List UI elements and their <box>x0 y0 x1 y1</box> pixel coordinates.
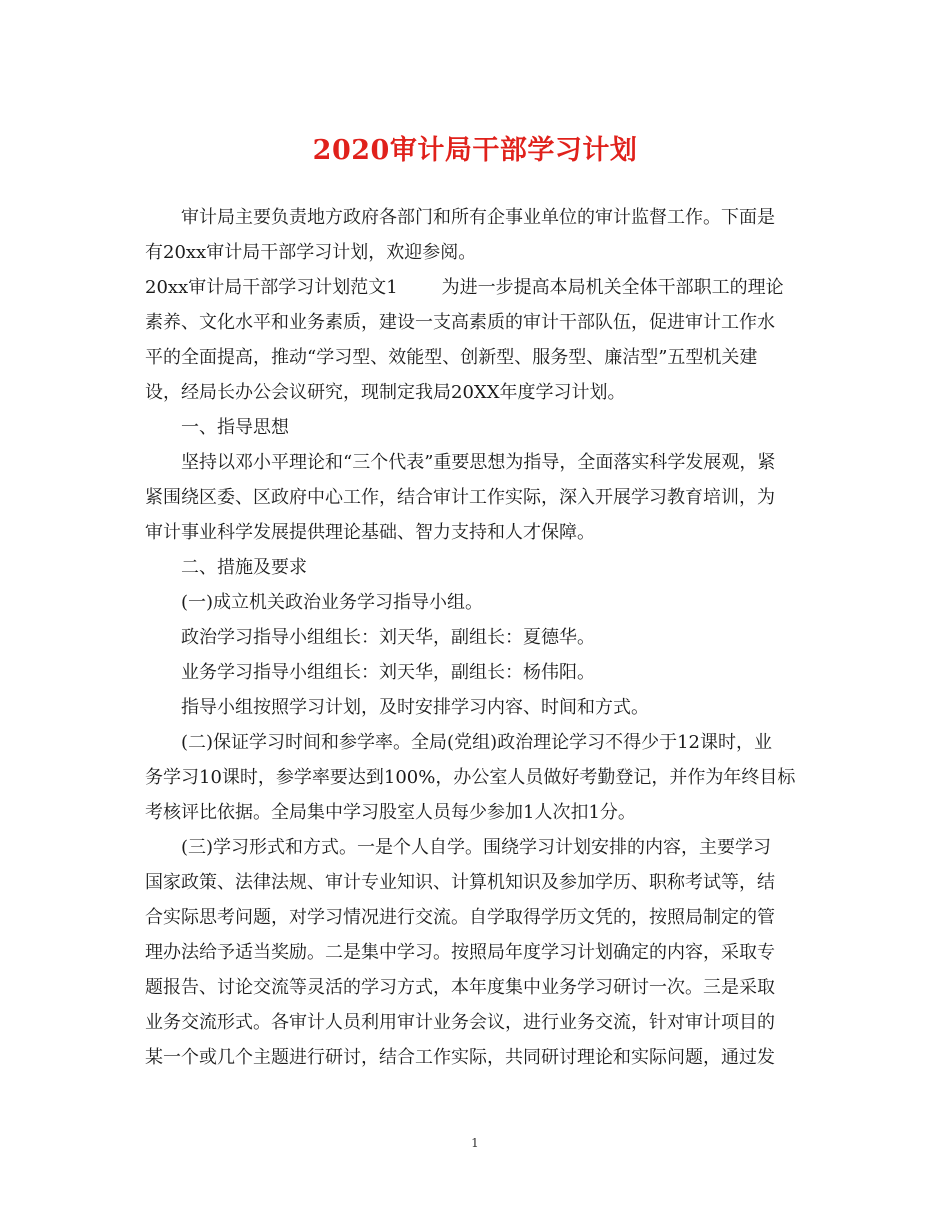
paragraph-line: 理办法给予适当奖励。二是集中学习。按照局年度学习计划确定的内容，采取专 <box>145 942 775 963</box>
paragraph-line: 平的全面提高，推动“学习型、效能型、创新型、服务型、廉洁型”五型机关建 <box>145 347 758 368</box>
paragraph-line: 政治学习指导小组组长：刘天华，副组长：夏德华。 <box>181 627 595 648</box>
document-body <box>145 200 805 1075</box>
paragraph-line: 紧围绕区委、区政府中心工作，结合审计工作实际，深入开展学习教育培训，为 <box>145 487 775 508</box>
paragraph-line: 设，经局长办公会议研究，现制定我局20XX年度学习计划。 <box>145 382 626 403</box>
paragraph-line: 务学习10课时，参学率要达到100%，办公室人员做好考勤登记，并作为年终目标 <box>145 767 796 788</box>
paragraph-line: 某一个或几个主题进行研讨，结合工作实际，共同研讨理论和实际问题，通过发 <box>145 1047 775 1068</box>
page-number: 1 <box>471 1136 479 1150</box>
paragraph-line: 国家政策、法律法规、审计专业知识、计算机知识及参加学历、职称考试等，结 <box>145 872 775 893</box>
paragraph-line: 考核评比依据。全局集中学习股室人员每少参加1人次扣1分。 <box>145 802 636 823</box>
paragraph-line: (三)学习形式和方式。一是个人自学。围绕学习计划安排的内容，主要学习 <box>181 837 772 858</box>
paragraph-line: 审计局主要负责地方政府各部门和所有企事业单位的审计监督工作。下面是 <box>181 207 775 228</box>
paragraph-line: 业务学习指导小组组长：刘天华，副组长：杨伟阳。 <box>181 662 595 683</box>
paragraph-line: 审计事业科学发展提供理论基础、智力支持和人才保障。 <box>145 522 595 543</box>
paragraph-line: 合实际思考问题，对学习情况进行交流。自学取得学历文凭的，按照局制定的管 <box>145 907 775 928</box>
sample-heading: 20xx审计局干部学习计划范文1 <box>145 277 398 298</box>
paragraph-line: 有20xx审计局干部学习计划，欢迎参阅。 <box>145 242 477 263</box>
document-title: 2020审计局干部学习计划 <box>312 135 638 166</box>
paragraph-line: 素养、文化水平和业务素质，建设一支高素质的审计干部队伍，促进审计工作水 <box>145 312 775 333</box>
paragraph-line: (二)保证学习时间和参学率。全局(党组)政治理论学习不得少于12课时，业 <box>181 732 772 753</box>
paragraph-line: 指导小组按照学习计划，及时安排学习内容、时间和方式。 <box>181 697 649 718</box>
paragraph-line <box>145 270 805 305</box>
paragraph-line: 坚持以邓小平理论和“三个代表”重要思想为指导，全面落实科学发展观，紧 <box>181 452 776 473</box>
paragraph-line: 业务交流形式。各审计人员利用审计业务会议，进行业务交流，针对审计项目的 <box>145 1012 775 1033</box>
paragraph-line: (一)成立机关政治业务学习指导小组。 <box>181 592 484 613</box>
section-heading: 二、措施及要求 <box>181 557 307 578</box>
paragraph-text: 为进一步提高本局机关全体干部职工的理论 <box>441 277 784 298</box>
section-heading: 一、指导思想 <box>181 417 289 438</box>
paragraph-line: 题报告、讨论交流等灵活的学习方式，本年度集中业务学习研讨一次。三是采取 <box>145 977 775 998</box>
